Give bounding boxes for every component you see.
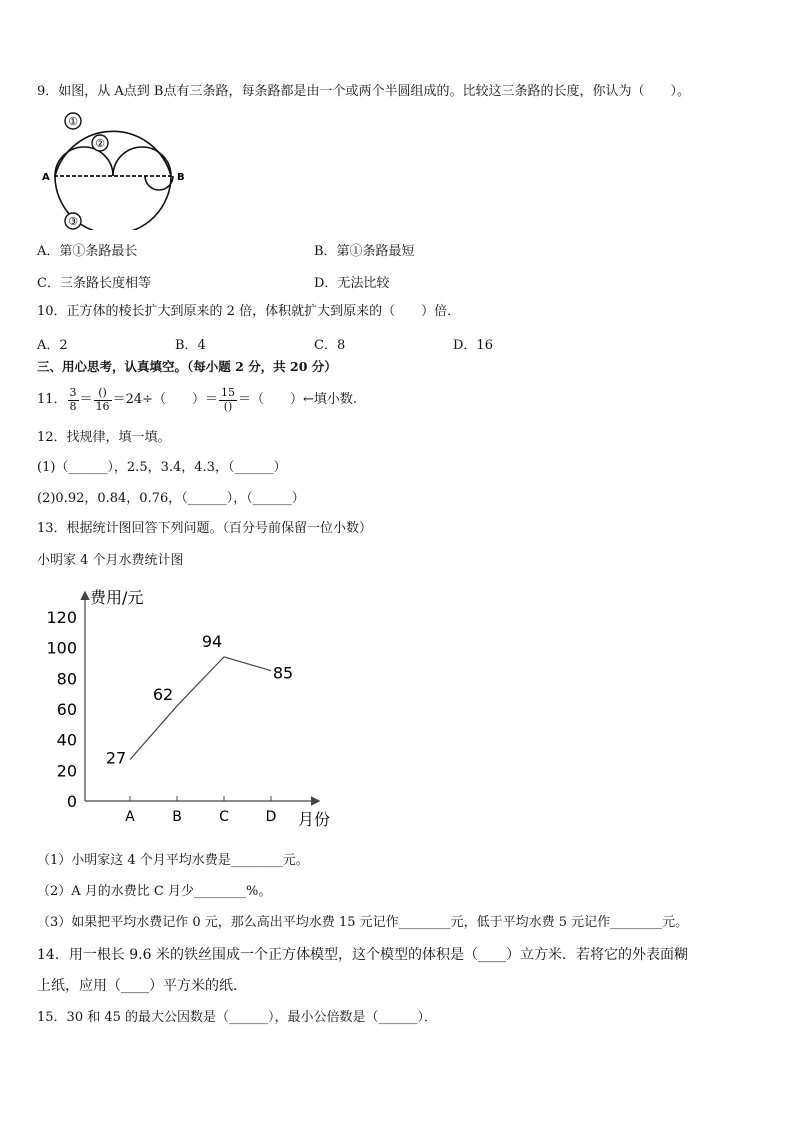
- q9-option-c[interactable]: C．三条路长度相等: [37, 276, 151, 291]
- q10-option-a[interactable]: A．2: [37, 338, 68, 353]
- series-line: [130, 657, 271, 760]
- q12-text: 12．找规律，填一填。: [37, 430, 171, 445]
- point-a-label: A: [42, 172, 50, 183]
- chart-title: 小明家 4 个月水费统计图: [37, 553, 184, 568]
- data-label: 27: [105, 748, 127, 768]
- q11-f2-den: 16: [95, 399, 110, 413]
- point-b-label: B: [177, 172, 185, 183]
- q9-text: 9．如图，从 A点到 B点有三条路，每条路都是由一个或两个半圆组成的。比较这三条路的长度，你认为（ ）。: [37, 84, 690, 99]
- y-tick-label: 100: [46, 638, 77, 658]
- q9-option-a[interactable]: A．第①条路最长: [37, 244, 138, 259]
- path-2-arc-right: [113, 147, 171, 176]
- x-tick-label: C: [219, 809, 229, 825]
- q11-fraction-1: [68, 387, 79, 412]
- q11-line: [37, 383, 357, 417]
- q10-option-c[interactable]: C．8: [314, 338, 346, 353]
- y-tick-label: 40: [56, 730, 77, 750]
- q11-f1-den: 8: [69, 399, 77, 413]
- x-tick-label: B: [172, 809, 182, 825]
- data-label: 85: [272, 663, 294, 683]
- label-3: ③: [68, 215, 78, 228]
- q11-f3-den: (): [223, 399, 233, 413]
- q14-line2: 上纸，应用（____）平方米的纸．: [37, 978, 247, 994]
- section-3-title: 三、用心思考，认真填空。（每小题 2 分，共 20 分）: [37, 359, 337, 374]
- data-label: 94: [201, 631, 223, 651]
- q11-fraction-3: [219, 387, 237, 412]
- path-2-arc-left: [55, 147, 113, 176]
- y-axis-label: 费用/元: [90, 588, 144, 607]
- x-axis-label: 月份: [298, 810, 331, 829]
- q10-option-b[interactable]: B．4: [175, 338, 206, 353]
- q12-sub2: (2)0.92，0.84，0.76，（______），（______）: [37, 491, 305, 506]
- q9-option-d[interactable]: D．无法比较: [314, 276, 390, 291]
- q10-option-d[interactable]: D．16: [453, 338, 493, 353]
- q13-sub2: （2）A 月的水费比 C 月少________%。: [37, 884, 272, 899]
- q12-sub1: (1)（______），2.5，3.4，4.3，（______）: [37, 460, 287, 475]
- q11-suffix: ＝（ ）←填小数.: [238, 392, 358, 408]
- y-tick-label: 80: [56, 669, 77, 689]
- q14-line1: 14．用一根长 9.6 米的铁丝围成一个正方体模型，这个模型的体积是（____）立方米．若将它的外表面糊: [37, 947, 688, 963]
- q11-f1-num: 3: [69, 386, 77, 400]
- x-tick-label: A: [125, 809, 135, 825]
- q11-fraction-2: [94, 387, 112, 412]
- q11-f2-num: (): [94, 387, 112, 400]
- q15-text: 15．30 和 45 的最大公因数是（______），最小公倍数是（______）．: [37, 1010, 438, 1025]
- q13-sub1: （1）小明家这 4 个月平均水费是________元。: [37, 853, 309, 868]
- q11-prefix: 11．: [37, 392, 67, 408]
- q9-option-b[interactable]: B．第①条路最短: [314, 244, 415, 259]
- q11-eq1: ＝: [79, 392, 93, 408]
- q13-sub3: （3）如果把平均水费记作 0 元，那么高出平均水费 15 元记作________元，低于平均水费 5 元记作________元。: [37, 915, 689, 930]
- q13-text: 13．根据统计图回答下列问题。（百分号前保留一位小数）: [37, 521, 373, 536]
- y-tick-label: 20: [56, 761, 77, 781]
- y-tick-label: 60: [56, 700, 77, 719]
- q9-figure: [40, 108, 200, 230]
- data-label: 62: [152, 684, 174, 704]
- y-tick-label: 0: [66, 792, 77, 811]
- small-lower-arc: [145, 176, 173, 190]
- y-tick-label: 120: [46, 608, 77, 627]
- q10-text: 10．正方体的棱长扩大到原来的 2 倍，体积就扩大到原来的（ ）倍．: [37, 304, 461, 319]
- q11-f3-num: 15: [221, 386, 235, 400]
- label-1: ①: [68, 115, 78, 128]
- q11-mid: ＝24÷（ ）＝: [112, 392, 218, 408]
- label-2: ②: [95, 137, 105, 150]
- x-tick-label: D: [265, 809, 277, 825]
- water-fee-chart: [40, 585, 370, 835]
